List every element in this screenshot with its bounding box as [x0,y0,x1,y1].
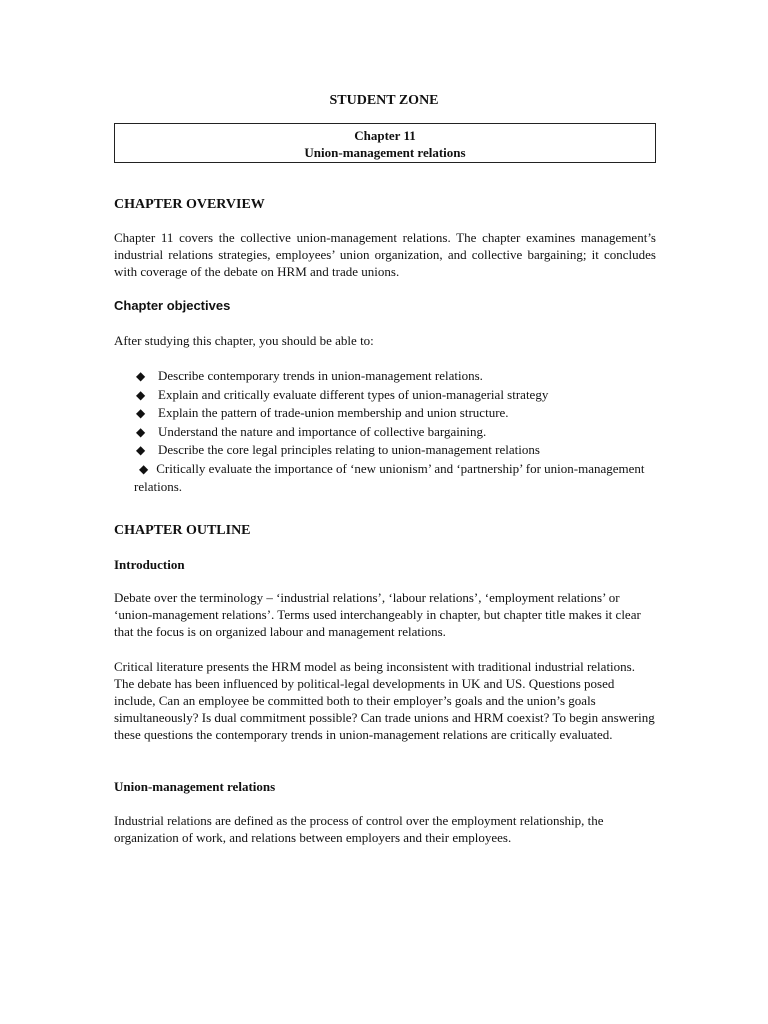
objectives-heading: Chapter objectives [114,298,231,313]
union-management-paragraph: Industrial relations are defined as the process of control over the employment relationship, the organization of work, and relations between employers and their employees. [114,813,604,845]
introduction-paragraph-1: Debate over the terminology – ‘industrial relations’, ‘labour relations’, ‘employment relations’ or ‘union-management relations’. Terms used interchangeably in chapter, but chapter title makes it clear that the focus is on organized labour and management relations. [114,590,641,639]
introduction-paragraph-2: Critical literature presents the HRM model as being inconsistent with traditional industrial relations. The debate has been influenced by political-legal developments in UK and US. Questions posed include, Can an employee be committed both to their employer’s goals and the union’s goals simultaneously? Is dual commitment possible? Can trade unions and HRM coexist? To begin answering these questions the contemporary trends in union-management relations are critically evaluated. [114,659,655,742]
diamond-bullet-icon: ◆ [139,461,149,476]
outline-heading: CHAPTER OUTLINE [114,523,251,538]
diamond-bullet-icon: ◆ [136,406,146,420]
list-item: ◆ Describe contemporary trends in union-management relations. [134,367,656,386]
list-item: ◆ Explain and critically evaluate different types of union-managerial strategy [134,386,656,405]
student-zone-heading: STUDENT ZONE [329,93,439,108]
chapter-number: Chapter 11 [354,128,416,143]
diamond-bullet-icon: ◆ [136,387,146,402]
introduction-heading: Introduction [114,557,185,572]
chapter-title-box [114,123,656,163]
union-management-heading: Union-management relations [114,779,276,794]
list-item: ◆ Critically evaluate the importance of ‘new unionism’ and ‘partnership’ for union-management relations. [134,460,645,494]
diamond-bullet-icon: ◆ [136,369,146,383]
list-item: ◆ Explain the pattern of trade-union membership and union structure. [134,404,656,423]
list-item: ◆ Understand the nature and importance of collective bargaining. [134,423,656,442]
overview-paragraph: Chapter 11 covers the collective union-management relations. The chapter examines management’s industrial relations strategies, employees’ union organization, and collective bargaining; it concludes with coverage of the debate on HRM and trade unions. [114,230,656,279]
chapter-title: Union-management relations [304,145,466,160]
diamond-bullet-icon: ◆ [136,443,146,457]
objectives-list [134,367,656,497]
diamond-bullet-icon: ◆ [136,424,146,439]
overview-heading: CHAPTER OVERVIEW [114,197,265,212]
list-item: ◆ Describe the core legal principles relating to union-management relations [134,441,656,460]
objectives-intro: After studying this chapter, you should be able to: [114,333,374,348]
